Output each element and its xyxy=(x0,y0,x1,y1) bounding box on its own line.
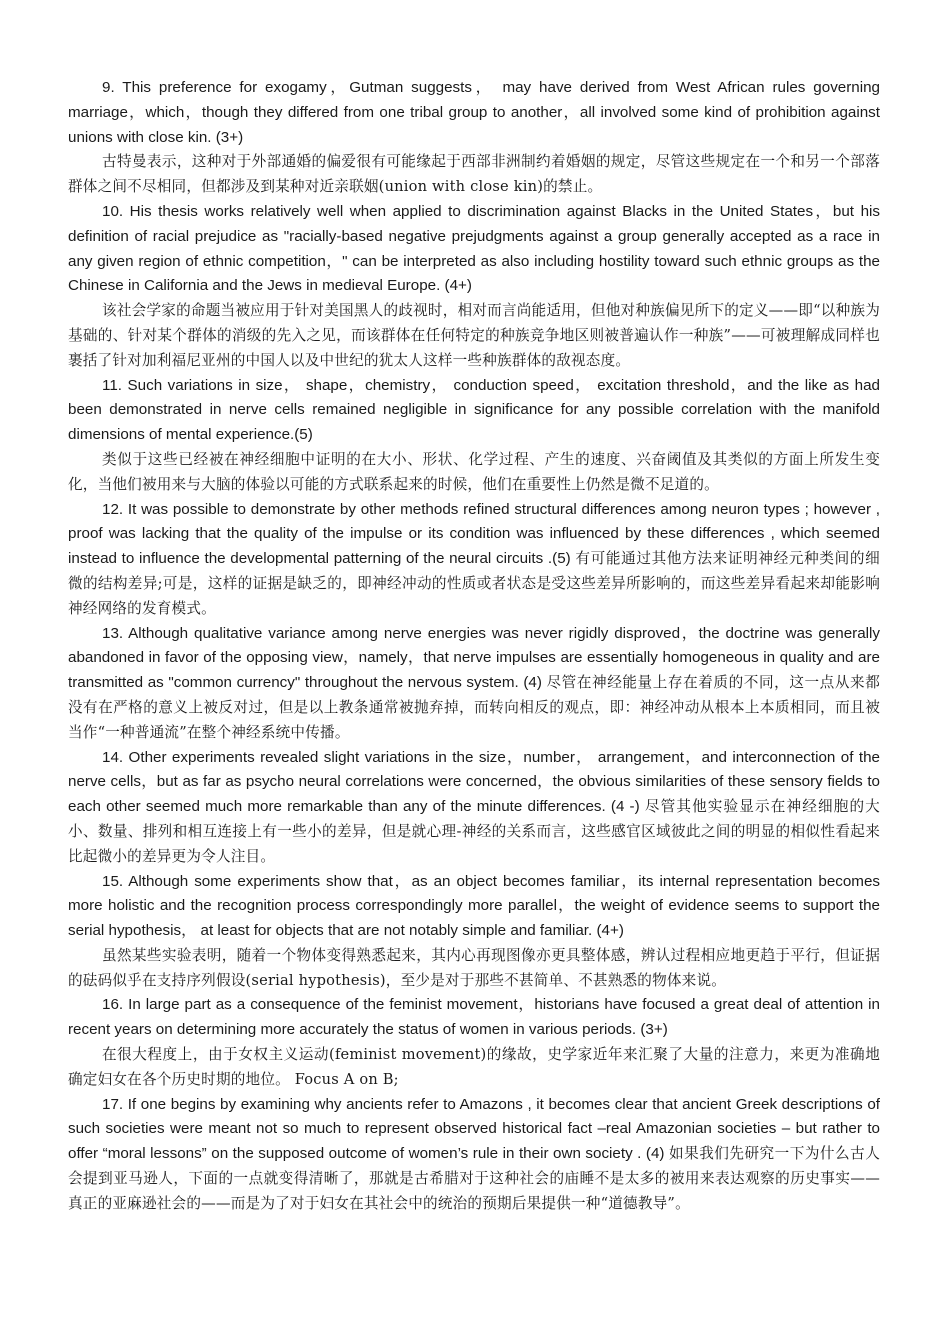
sentence-17-english: 17. If one begins by examining why ancients refer to Amazons , it becomes clear that ancient Greek descriptions of such societies were meant not so much to represent observed historical fact –real Amazonian societies – but rather to offer “moral lessons” on the supposed outcome of women’s rule in their own society . (4) xyxy=(68,1095,880,1163)
sentence-14-english: 14. Other experiments revealed slight variations in the size，number， arrangement，and interconnection of the nerve cells，but as far as psycho neural correlations were concerned，the obvious similarities of these sensory fields to each other seemed much more remarkable than any of the minute differences. (4 -) xyxy=(68,748,880,816)
sentence-11-chinese: 类似于这些已经被在神经细胞中证明的在大小、形状、化学过程、产生的速度、兴奋阈值及其类似的方面上所发生变化，当他们被用来与大脑的体验以可能的方式联系起来的时候，他们在重要性上仍然是微不足道的。 xyxy=(68,450,880,493)
sentence-14 xyxy=(68,746,880,870)
sentence-10-english: 10. His thesis works relatively well when applied to discrimination against Blacks in the United States，but his definition of racial prejudice as "racially-based negative prejudgments against a group generally accepted as a race in any given region of ethnic competition，" can be interpreted as also including hostility toward such ethnic groups as the Chinese in California and the Jews in medieval Europe. (4+) xyxy=(68,202,880,295)
sentence-14-chinese: 尽管其他实验显示在神经细胞的大小、数量、排列和相互连接上有一些小的差异，但是就心理-神经的关系而言，这些感官区域彼此之间的明显的相似性看起来比起微小的差异更为令人注目。 xyxy=(68,798,880,865)
sentence-16-english: 16. In large part as a consequence of the feminist movement，historians have focused a great deal of attention in recent years on determining more accurately the status of women in various periods. (3+) xyxy=(68,996,880,1039)
sentence-10-chinese: 该社会学家的命题当被应用于针对美国黑人的歧视时，相对而言尚能适用，但他对种族偏见所下的定义——即“以种族为基础的、针对某个群体的消级的先入之见，而该群体在任何特定的种族竞争地区则被普遍认作一种族”——可被理解成同样也裹括了针对加利福尼亚州的中国人以及中世纪的犹太人这样一些种族群体的敌视态度。 xyxy=(68,302,880,369)
sentence-9-chinese: 古特曼表示，这种对于外部通婚的偏爱很有可能缘起于西部非洲制约着婚姻的规定，尽管这些规定在一个和另一个部落群体之间不尽相同，但都涉及到某种对近亲联姻(union with close kin)的禁止。 xyxy=(68,153,880,196)
document-page xyxy=(68,76,880,1217)
sentence-12-english: 12. It was possible to demonstrate by other methods refined structural differences among neuron types ; however , proof was lacking that the quality of the impulse or its condition was influenced by these differences , which seemed instead to influence the developmental patterning of the neural circuits .(5) xyxy=(68,500,880,568)
sentence-13-chinese: 尽管在神经能量上存在着质的不同，这一点从来都没有在严格的意义上被反对过，但是以上教条通常被抛弃掉，而转向相反的观点，即：神经冲动从根本上本质相同，而且被当作“一种普通流”在整个神经系统中传播。 xyxy=(68,674,880,741)
sentence-9-english: 9. This preference for exogamy，Gutman suggests， may have derived from West African rules governing marriage，which，though they differed from one tribal group to another，all involved some kind of prohibition against unions with close kin. (3+) xyxy=(68,79,880,146)
sentence-12 xyxy=(68,498,880,622)
sentence-16-chinese: 在很大程度上，由于女权主义运动(feminist movement)的缘故，史学家近年来汇聚了大量的注意力，来更为准确地确定妇女在各个历史时期的地位。 Focus A on B; xyxy=(68,1046,880,1088)
sentence-13 xyxy=(68,622,880,746)
sentence-17-chinese: 如果我们先研究一下为什么古人会提到亚马逊人，下面的一点就变得清晰了，那就是古希腊对于这种社会的庙睡不是太多的被用来表达观察的历史事实——真正的亚麻逊社会的——而是为了对于妇女在其社会中的统治的预期后果提供一种“道德教导”。 xyxy=(68,1145,880,1212)
sentence-11-english: 11. Such variations in size， shape，chemistry， conduction speed， excitation threshold，and the like as had been demonstrated in nerve cells remained negligible in significance for any possible correlation with the manifold dimensions of mental experience.(5) xyxy=(68,376,880,444)
sentence-15-english: 15. Although some experiments show that，as an object becomes familiar，its internal representation becomes more holistic and the recognition process correspondingly more parallel，the weight of evidence seems to support the serial hypothesis， at least for objects that are not notably simple and familiar. (4+) xyxy=(68,872,880,940)
sentence-15-chinese: 虽然某些实验表明，随着一个物体变得熟悉起来，其内心再现图像亦更具整体感，辨认过程相应地更趋于平行，但证据的砝码似乎在支持序列假设(serial hypothesis)，至少是对于那些不甚简单、不甚熟悉的物体来说。 xyxy=(68,946,880,989)
sentence-17 xyxy=(68,1093,880,1217)
sentence-13-english: 13. Although qualitative variance among nerve energies was never rigidly disproved，the doctrine was generally abandoned in favor of the opposing view，namely，that nerve impulses are essentially homogeneous in quality and are transmitted as "common currency" throughout the nervous system. (4) xyxy=(68,624,880,692)
sentence-12-chinese: 有可能通过其他方法来证明神经元种类间的细微的结构差异;可是，这样的证据是缺乏的，即神经冲动的性质或者状态是受这些差异所影响的，而这些差异看起来却能影响神经网络的发育模式。 xyxy=(68,550,880,617)
